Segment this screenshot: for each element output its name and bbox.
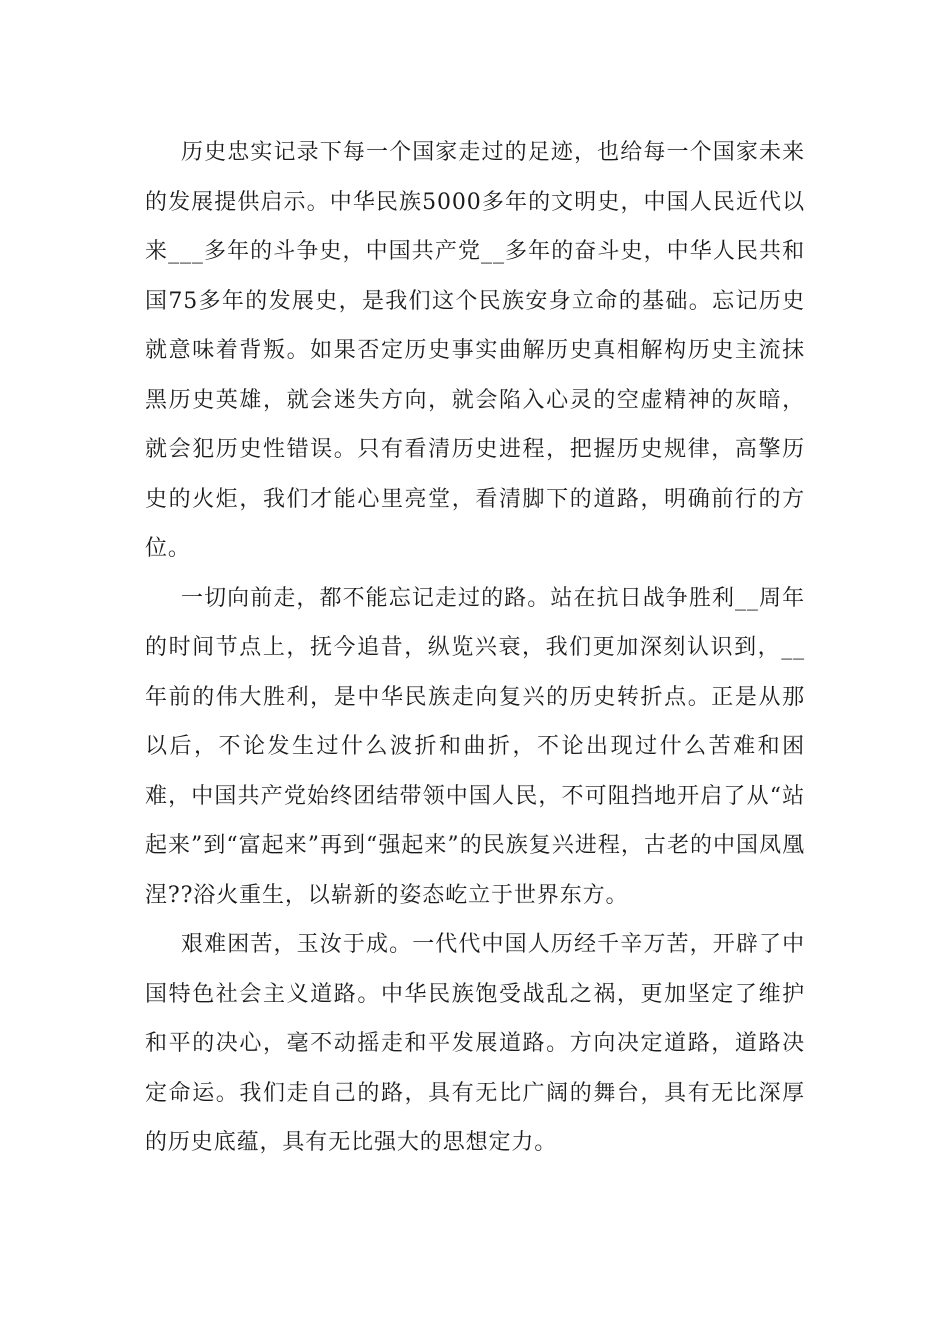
paragraph-1: 历史忠实记录下每一个国家走过的足迹，也给每一个国家未来的发展提供启示。中华民族5000多年的文明史，中国人民近代以来___多年的斗争史，中国共产党__多年的奋斗史，中华人民共和国75多年的发展史，是我们这个民族安身立命的基础。忘记历史就意味着背叛。如果否定历史事实曲解历史真相解构历史主流抹黑历史英雄，就会迷失方向，就会陷入心灵的空虚精神的灰暗，就会犯历史性错误。只有看清历史进程，把握历史规律，高擎历史的火炬，我们才能心里亮堂，看清脚下的道路，明确前行的方位。 [145,140,805,561]
paragraph-3: 艰难困苦，玉汝于成。一代代中国人历经千辛万苦，开辟了中国特色社会主义道路。中华民族饱受战乱之祸，更加坚定了维护和平的决心，毫不动摇走和平发展道路。方向决定道路，道路决定命运。我们走自己的路，具有无比广阔的舞台，具有无比深厚的历史底蕴，具有无比强大的思想定力。 [145,932,805,1155]
paragraph-2: 一切向前走，都不能忘记走过的路。站在抗日战争胜利__周年的时间节点上，抚今追昔，纵览兴衰，我们更加深刻认识到，__年前的伟大胜利，是中华民族走向复兴的历史转折点。正是从那以后，不论发生过什么波折和曲折，不论出现过什么苦难和困难，中国共产党始终团结带领中国人民，不可阻挡地开启了从“站起来”到“富起来”再到“强起来”的民族复兴进程，古老的中国凤凰涅??浴火重生，以崭新的姿态屹立于世界东方。 [145,585,805,908]
document-body [145,128,805,1168]
